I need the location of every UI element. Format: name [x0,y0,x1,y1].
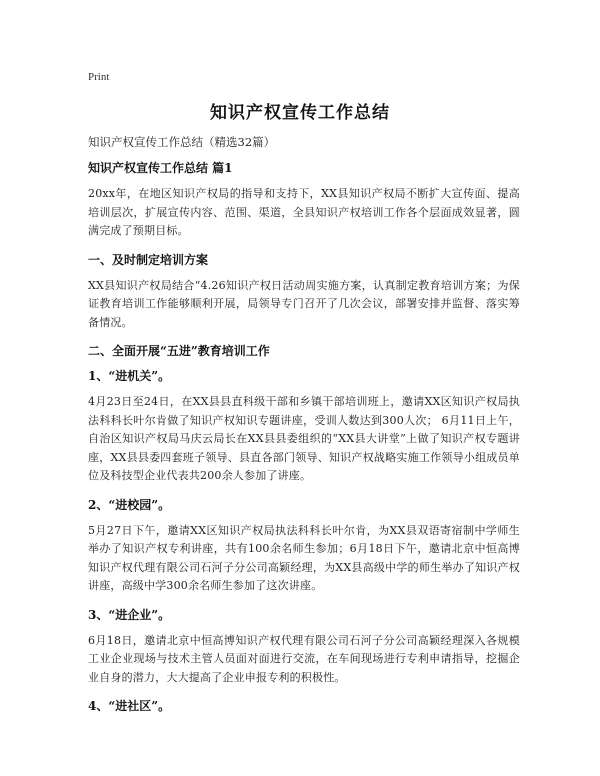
paragraph-training-plan: XX县知识产权局结合“4.26知识产权日活动周实施方案，认真制定教育培训方案；为保证教育培训工作能够顺利开展，局领导专门召开了几次会议，部署安排并监督、落实筹备情况。 [88,278,520,329]
paragraph-intro: 20xx年，在地区知识产权局的指导和支持下，XX县知识产权局不断扩大宣传面、提高培训层次，扩展宣传内容、范围、渠道，全县知识产权培训工作各个层面成效显著，圆满完成了预期目标。 [88,187,520,237]
paragraph-campus: 5月27日下午，邀请XX区知识产权局执法科科长叶尔肯，为XX县双语寄宿制中学师生举办了知识产权专利讲座，共有100余名师生参加；6月18日下午，邀请北京中恒高博知识产权代理有限公司石河子分公司高颖经理，为XX县高级中学的师生举办了知识产权讲座，高级中学300余名师生参加了这次讲座。 [88,523,520,592]
subheading-campus: 2、“进校园”。 [88,497,171,512]
section-heading-article-1: 知识产权宣传工作总结 篇1 [88,161,233,175]
section-heading-1: 一、及时制定培训方案 [88,252,209,267]
paragraph-agencies: 4月23日至24日，在XX县县直科级干部和乡镇干部培训班上，邀请XX区知识产权局执法科科长叶尔肯做了知识产权知识专题讲座，受训人数达到300人次； 6月11日上午，自治区知识产权局马庆云局长在XX县县委组织的“XX县大讲堂”上做了知识产权专题讲座，XX县县委四套班子领导、县直各部门领导、知识产权战略实施工作领导小组成员单位及科技型企业代表共200余人参加了讲座。 [88,395,520,482]
subheading-community: 4、“进社区”。 [88,699,171,713]
subheading-agencies: 1、“进机关”。 [88,369,171,383]
subheading-enterprises: 3、“进企业”。 [88,607,171,622]
document-subtitle: 知识产权宣传工作总结（精选32篇） [88,135,276,149]
print-link[interactable]: Print [88,71,110,83]
document-body [88,134,520,723]
paragraph-enterprises: 6月18日，邀请北京中恒高博知识产权代理有限公司石河子分公司高颖经理深入各规模工业企业现场与技术主管人员面对面进行交流，在车间现场进行专利申请指导，挖掘企业自身的潜力，大大提高了企业申报专利的积极性。 [88,633,520,684]
section-heading-2: 二、全面开展“五进”教育培训工作 [88,344,270,358]
page-title: 知识产权宣传工作总结 [210,103,390,123]
